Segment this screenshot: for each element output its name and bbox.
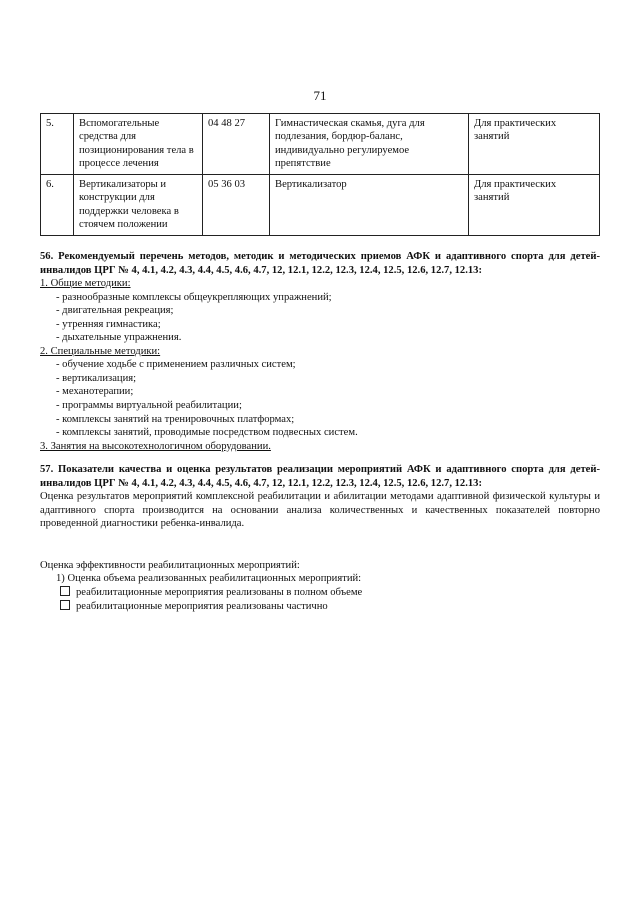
checkbox-icon (60, 600, 70, 610)
table-row (41, 113, 600, 174)
efficiency-item-1: 1) Оценка объема реализованных реабилитационных мероприятий: (56, 573, 362, 585)
table-cell-purpose: Для практических занятий (469, 174, 600, 235)
section-57-heading: 57. Показатели качества и оценка результатов реализации мероприятий АФК и адаптивного спорта для детей-инвалидов ЦРГ № 4, 4.1, 4.2, 4.3, 4.4, 4.5, 4.6, 4.7, 12, 12.1, 12.2, 12.3, 12.4, 12.5, 12.6, 12.7, 12.13: (40, 464, 600, 489)
table-cell-name: Вспомогательные средства для позиционирования тела в процессе лечения (74, 113, 203, 174)
list-item: - утренняя гимнастика; (56, 318, 161, 330)
table-cell-description: Гимнастическая скамья, дуга для подлезания, бордюр-баланс, индивидуально регулируемое препятствие (270, 113, 469, 174)
list-item: - обучение ходьбе с применением различных систем; (56, 359, 296, 371)
list-item: - дыхательные упражнения. (56, 332, 182, 344)
checkbox-label: реабилитационные мероприятия реализованы в полном объеме (76, 587, 363, 599)
checkbox-line (40, 586, 600, 600)
section-57-paragraph: Оценка результатов мероприятий комплексной реабилитации и абилитации методами адаптивной физической культуры и адаптивного спорта производится на основании анализа количественных и качественных показателей повторно проведенной диагностики ребенка-инвалида. (40, 491, 600, 530)
special-methods-title: 2. Специальные методики: (40, 345, 161, 357)
list-item: - разнообразные комплексы общеукрепляющих упражнений; (56, 291, 332, 303)
table-cell-purpose: Для практических занятий (469, 113, 600, 174)
section-56-heading: 56. Рекомендуемый перечень методов, методик и методических приемов АФК и адаптивного спорта для детей-инвалидов ЦРГ № 4, 4.1, 4.2, 4.3, 4.4, 4.5, 4.6, 4.7, 12, 12.1, 12.2, 12.3, 12.4, 12.5, 12.6, 12.7, 12.13: (40, 251, 600, 276)
table-cell-name: Вертикализаторы и конструкции для поддержки человека в стоячем положении (74, 174, 203, 235)
page-number: 71 (313, 88, 327, 103)
general-methods-title: 1. Общие методики: (40, 278, 131, 290)
list-item: - вертикализация; (56, 372, 137, 384)
list-item: - двигательная рекреация; (56, 305, 174, 317)
table-cell-num: 6. (41, 174, 74, 235)
checkbox-line (40, 600, 600, 614)
list-item: - программы виртуальной реабилитации; (56, 400, 242, 412)
page-content (40, 88, 600, 613)
checkbox-icon (60, 586, 70, 596)
table-cell-code: 05 36 03 (203, 174, 270, 235)
equipment-table (40, 113, 600, 236)
high-tech-item: 3. Занятия на высокотехнологичном оборудовании. (40, 440, 271, 452)
table-cell-code: 04 48 27 (203, 113, 270, 174)
list-item: - комплексы занятий, проводимые посредством подвесных систем. (56, 427, 358, 439)
checkbox-label: реабилитационные мероприятия реализованы частично (76, 600, 328, 612)
table-cell-num: 5. (41, 113, 74, 174)
table-cell-description: Вертикализатор (270, 174, 469, 235)
list-item: - комплексы занятий на тренировочных платформах; (56, 413, 295, 425)
list-item: - механотерапии; (56, 386, 134, 398)
efficiency-title: Оценка эффективности реабилитационных мероприятий: (40, 559, 300, 571)
table-row (41, 174, 600, 235)
